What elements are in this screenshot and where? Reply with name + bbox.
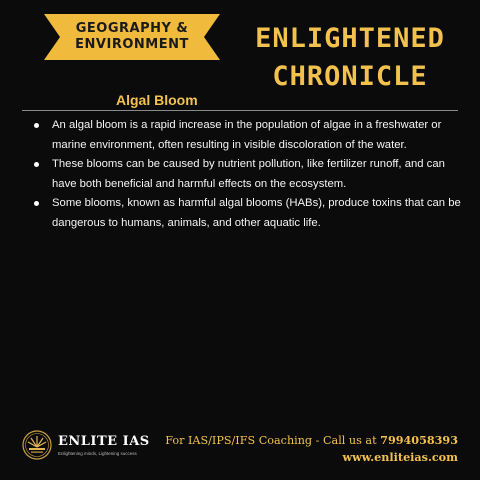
bullet-text: Some blooms, known as harmful algal blooms (HABs), produce toxins that can be dangerous to humans, animals, and other aquatic life. [52, 197, 461, 229]
bullet-dot-icon [34, 201, 39, 206]
cta-text: For IAS/IPS/IFS Coaching - Call us at [165, 434, 381, 447]
category-label [44, 14, 220, 60]
brand-tagline: Enlightening minds, Lightening success [58, 451, 137, 456]
contact-block [165, 432, 458, 466]
bullet-item [22, 155, 462, 194]
topic-title: Algal Bloom [116, 92, 198, 108]
bullet-dot-icon [34, 162, 39, 167]
masthead-line-2: CHRONICLE [272, 61, 428, 92]
bullet-item [22, 194, 462, 233]
sunburst-emblem-icon [22, 430, 52, 460]
bullet-dot-icon [34, 123, 39, 128]
brand-name: ENLITE IAS [58, 434, 150, 449]
masthead-title [240, 20, 460, 96]
cta-line [165, 432, 458, 449]
masthead-line-1: ENLIGHTENED [255, 23, 445, 54]
website-link[interactable]: www.enliteias.com [342, 450, 458, 464]
phone-number: 7994058393 [380, 433, 458, 447]
title-divider [22, 110, 458, 111]
bullet-item [22, 116, 462, 155]
category-line-1: GEOGRAPHY & [75, 21, 189, 36]
bullet-list [22, 116, 462, 233]
bullet-text: These blooms can be caused by nutrient pollution, like fertilizer runoff, and can have both beneficial and harmful effects on the ecosystem. [52, 158, 445, 190]
category-line-2: ENVIRONMENT [75, 37, 189, 52]
category-banner [44, 14, 220, 60]
bullet-text: An algal bloom is a rapid increase in the population of algae in a freshwater or marine environment, often resulting in visible discoloration of the water. [52, 119, 442, 151]
